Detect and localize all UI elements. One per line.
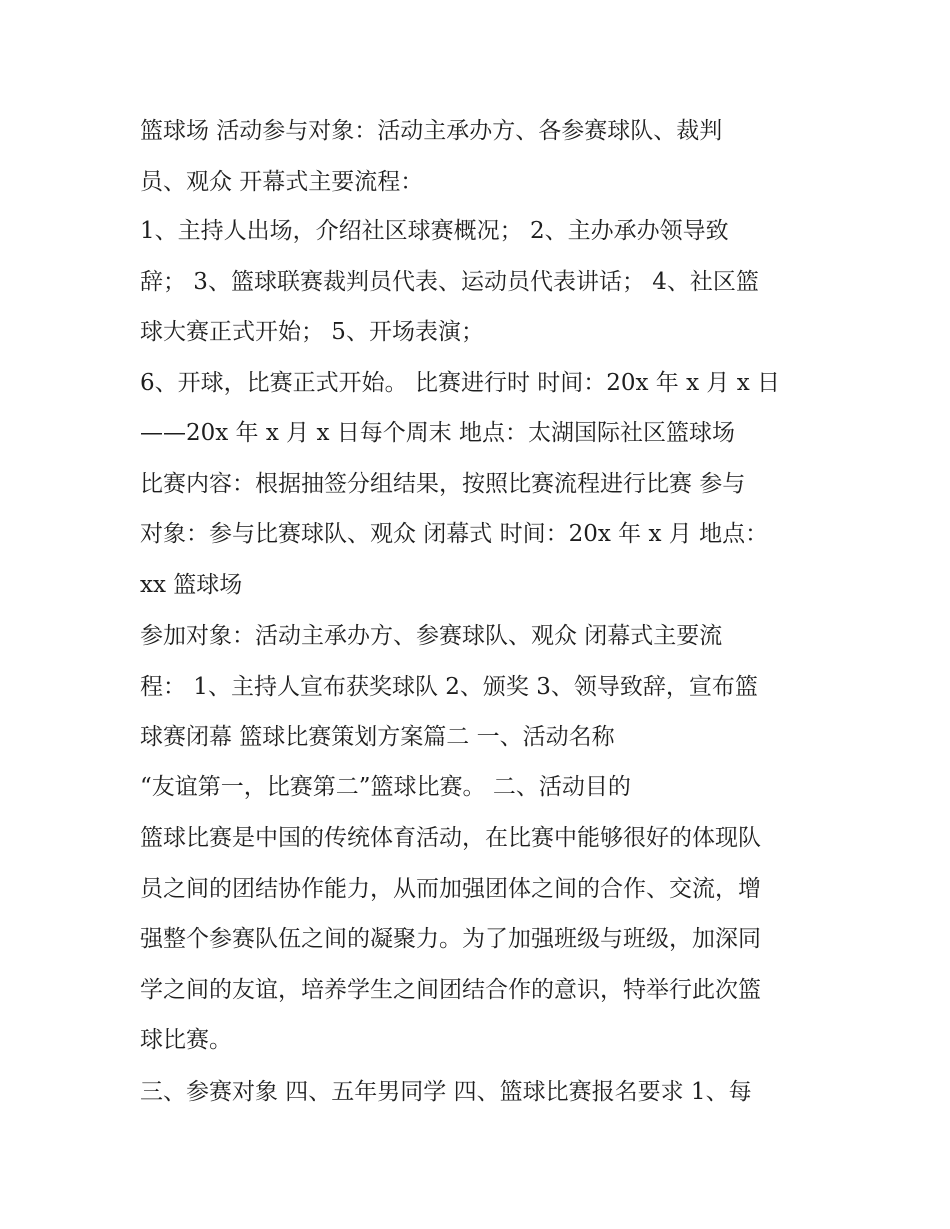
text-line: ——20x 年 x 月 x 日每个周末 地点：太湖国际社区篮球场 bbox=[140, 420, 736, 446]
text-line: 6、开球，比赛正式开始。 比赛进行时 时间：20x 年 x 月 x 日 bbox=[140, 370, 780, 396]
text-line: “友谊第一，比赛第二”篮球比赛。 二、活动目的 bbox=[140, 774, 631, 800]
text-line: 篮球场 活动参与对象：活动主承办方、各参赛球队、裁判 bbox=[140, 118, 723, 144]
text-line: 1、主持人出场，介绍社区球赛概况； 2、主办承办领导致 bbox=[140, 218, 729, 244]
text-line: 三、参赛对象 四、五年男同学 四、篮球比赛报名要求 1、每 bbox=[140, 1079, 752, 1105]
text-line: 参加对象：活动主承办方、参赛球队、观众 闭幕式主要流 bbox=[140, 623, 723, 649]
text-line: 对象：参与比赛球队、观众 闭幕式 时间：20x 年 x 月 地点： bbox=[140, 521, 769, 547]
text-line: 球比赛。 bbox=[140, 1027, 232, 1053]
text-line: 员、观众 开幕式主要流程： bbox=[140, 169, 424, 195]
text-line: 程： 1、主持人宣布获奖球队 2、颁奖 3、领导致辞，宣布篮 bbox=[140, 674, 758, 700]
text-line: 篮球比赛是中国的传统体育活动，在比赛中能够很好的体现队 bbox=[140, 825, 761, 851]
text-line: 辞； 3、篮球联赛裁判员代表、运动员代表讲话； 4、社区篮 bbox=[140, 269, 759, 295]
text-line: 球赛闭幕 篮球比赛策划方案篇二 一、活动名称 bbox=[140, 724, 615, 750]
text-line: 员之间的团结协作能力，从而加强团体之间的合作、交流，增 bbox=[140, 876, 761, 902]
text-line: xx 篮球场 bbox=[140, 572, 243, 598]
text-line: 强整个参赛队伍之间的凝聚力。为了加强班级与班级，加深同 bbox=[140, 926, 761, 952]
text-line: 球大赛正式开始； 5、开场表演； bbox=[140, 319, 484, 345]
text-line: 比赛内容：根据抽签分组结果，按照比赛流程进行比赛 参与 bbox=[140, 471, 746, 497]
text-line: 学之间的友谊，培养学生之间团结合作的意识，特举行此次篮 bbox=[140, 977, 761, 1003]
